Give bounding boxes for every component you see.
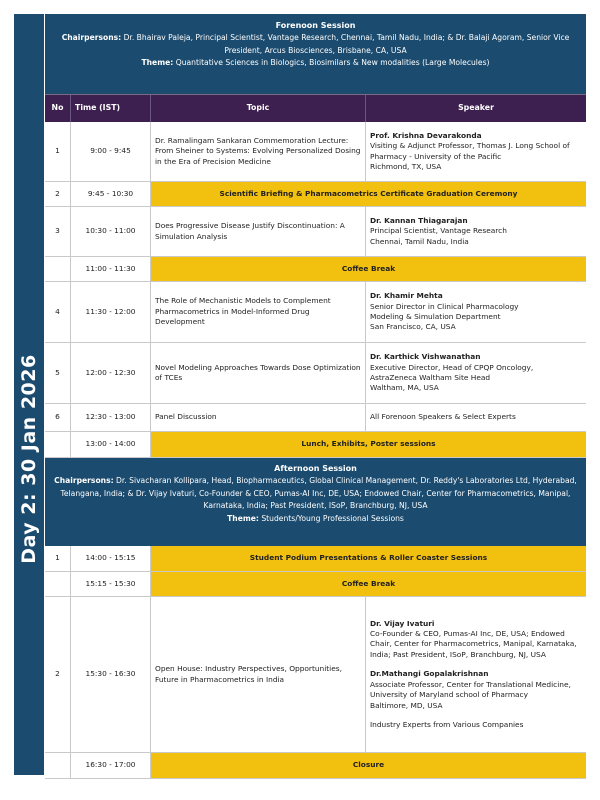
row-speaker xyxy=(366,597,586,752)
forenoon-title: Forenoon Session xyxy=(275,21,356,30)
row-time: 11:00 - 11:30 xyxy=(71,257,151,281)
speaker-affiliation: Executive Director, Head of CPQP Oncology, AstraZeneca Waltham Site Head xyxy=(370,362,534,382)
row-speaker xyxy=(366,404,586,431)
row-no: 2 xyxy=(45,182,71,206)
row-time: 9:45 - 10:30 xyxy=(71,182,151,206)
row-time: 10:30 - 11:00 xyxy=(71,207,151,256)
row-time: 15:30 - 16:30 xyxy=(71,597,151,752)
afternoon-session-header xyxy=(45,458,586,546)
row-no: 1 xyxy=(45,546,71,571)
speaker-location: Richmond, TX, USA xyxy=(370,161,442,171)
col-time: Time (IST) xyxy=(71,95,151,122)
theme-label: Theme: xyxy=(227,513,259,523)
table-row xyxy=(45,546,586,572)
row-band: Coffee Break xyxy=(151,257,586,281)
table-row xyxy=(45,182,586,207)
row-time: 15:15 - 15:30 xyxy=(71,572,151,596)
table-row xyxy=(45,207,586,257)
speaker-block xyxy=(370,669,582,711)
table-row xyxy=(45,343,586,404)
speaker-name: Dr.Mathangi Gopalakrishnan xyxy=(370,669,489,679)
table-row xyxy=(45,257,586,282)
row-band: Closure xyxy=(151,753,586,778)
table-row xyxy=(45,753,586,779)
row-no: 5 xyxy=(45,343,71,403)
speaker-plain: All Forenoon Speakers & Select Experts xyxy=(370,412,516,422)
table-row xyxy=(45,404,586,432)
schedule-table xyxy=(45,14,586,779)
speaker-name: Prof. Krishna Devarakonda xyxy=(370,130,482,140)
speaker-affiliation: Co-Founder & CEO, Pumas-AI Inc, DE, USA; Endowed Chair, Center for Pharmacometrics, Manipal, Karnataka, India; Past President, ISoP, Branchburg, NJ, USA xyxy=(370,629,577,659)
row-speaker xyxy=(366,282,586,342)
afternoon-title: Afternoon Session xyxy=(274,464,357,473)
speaker-location: Chennai, Tamil Nadu, India xyxy=(370,236,469,246)
row-time: 13:00 - 14:00 xyxy=(71,432,151,457)
row-time: 14:00 - 15:15 xyxy=(71,546,151,571)
chair-text: Dr. Sivacharan Kollipara, Head, Biopharmaceutics, Global Clinical Management, Dr. Reddy's Laboratories Ltd, Hyderabad, Telangana, India; & Dr. Vijay Ivaturi, Co-Founder & CEO, Pumas-AI Inc, DE, USA; Endowed Chair, Center for Pharmacometrics, Manipal, Karnataka, India; Past President, ISoP, Branchburg, NJ, USA xyxy=(60,476,577,511)
row-band: Scientific Briefing & Pharmacometrics Certificate Graduation Ceremony xyxy=(151,182,586,206)
chair-label: Chairpersons: xyxy=(54,476,114,486)
row-no xyxy=(45,432,71,457)
row-band: Coffee Break xyxy=(151,572,586,596)
speaker-affiliation: Associate Professor, Center for Translational Medicine, University of Maryland school of Pharmacy xyxy=(370,679,571,700)
row-time: 9:00 - 9:45 xyxy=(71,122,151,181)
speaker-name: Dr. Kannan Thiagarajan xyxy=(370,215,468,225)
speaker-block xyxy=(370,619,582,661)
theme-label: Theme: xyxy=(141,58,174,68)
row-time: 16:30 - 17:00 xyxy=(71,753,151,778)
row-no xyxy=(45,257,71,281)
row-topic: Dr. Ramalingam Sankaran Commemoration Lecture: From Sheiner to Systems: Evolving Personalized Dosing in the Era of Precision Medicine xyxy=(151,122,366,181)
row-topic: The Role of Mechanistic Models to Complement Pharmacometrics in Model-Informed Drug Development xyxy=(151,282,366,342)
row-no: 2 xyxy=(45,597,71,752)
column-header-row xyxy=(45,94,586,122)
col-speaker: Speaker xyxy=(458,103,494,113)
speaker-affiliation: Senior Director in Clinical Pharmacology xyxy=(370,301,519,311)
row-no: 1 xyxy=(45,122,71,181)
row-topic: Open House: Industry Perspectives, Opportunities, Future in Pharmacometrics in India xyxy=(151,597,366,752)
chair-label: Chairpersons: xyxy=(61,33,122,43)
row-no xyxy=(45,572,71,596)
col-no: No xyxy=(45,95,71,122)
row-band: Lunch, Exhibits, Poster sessions xyxy=(151,432,586,457)
forenoon-theme xyxy=(53,57,578,69)
speaker-affiliation: Modeling & Simulation Department xyxy=(370,312,501,321)
speaker-block xyxy=(370,720,523,730)
speaker-affiliation: Principal Scientist, Vantage Research xyxy=(370,226,507,236)
row-no: 3 xyxy=(45,207,71,256)
row-time: 12:00 - 12:30 xyxy=(71,343,151,403)
forenoon-session-header xyxy=(45,14,586,94)
row-topic: Novel Modeling Approaches Towards Dose Optimization of TCEs xyxy=(151,343,366,403)
table-row xyxy=(45,432,586,458)
theme-text: Students/Young Professional Sessions xyxy=(258,513,404,523)
row-time: 12:30 - 13:00 xyxy=(71,404,151,431)
speaker-plain: Industry Experts from Various Companies xyxy=(370,719,524,729)
row-no xyxy=(45,753,71,778)
row-band: Student Podium Presentations & Roller Coaster Sessions xyxy=(151,546,586,571)
day-label: Day 2: 30 Jan 2026 xyxy=(18,354,40,564)
speaker-name: Dr. Vijay Ivaturi xyxy=(370,618,435,628)
row-speaker xyxy=(366,122,586,181)
row-no: 4 xyxy=(45,282,71,342)
speaker-location: Waltham, MA, USA xyxy=(370,383,439,393)
row-speaker xyxy=(366,343,586,403)
speaker-location: Baltimore, MD, USA xyxy=(370,700,443,710)
row-topic: Panel Discussion xyxy=(151,404,366,431)
forenoon-chairpersons xyxy=(53,32,578,57)
row-time: 11:30 - 12:00 xyxy=(71,282,151,342)
row-speaker xyxy=(366,207,586,256)
table-row xyxy=(45,597,586,753)
row-no: 6 xyxy=(45,404,71,431)
speaker-affiliation: Visiting & Adjunct Professor, Thomas J. Long School of Pharmacy - University of the Pacific xyxy=(370,141,570,161)
speaker-name: Dr. Karthick Vishwanathan xyxy=(370,352,481,362)
afternoon-chairpersons xyxy=(53,475,578,512)
table-row xyxy=(45,572,586,597)
row-topic: Does Progressive Disease Justify Discontinuation: A Simulation Analysis xyxy=(151,207,366,256)
speaker-name: Dr. Khamir Mehta xyxy=(370,291,443,301)
table-row xyxy=(45,122,586,182)
afternoon-theme xyxy=(53,513,578,525)
theme-text: Quantitative Sciences in Biologics, Biosimilars & New modalities (Large Molecules) xyxy=(173,58,490,68)
table-row xyxy=(45,282,586,343)
speaker-location: San Francisco, CA, USA xyxy=(370,322,456,332)
chair-text: Dr. Bhairav Paleja, Principal Scientist, Vantage Research, Chennai, Tamil Nadu, India; & Dr. Balaji Agoram, Senior Vice President, Arcus Biosciences, Brisbane, CA, USA xyxy=(121,33,570,55)
col-topic: Topic xyxy=(151,95,366,122)
